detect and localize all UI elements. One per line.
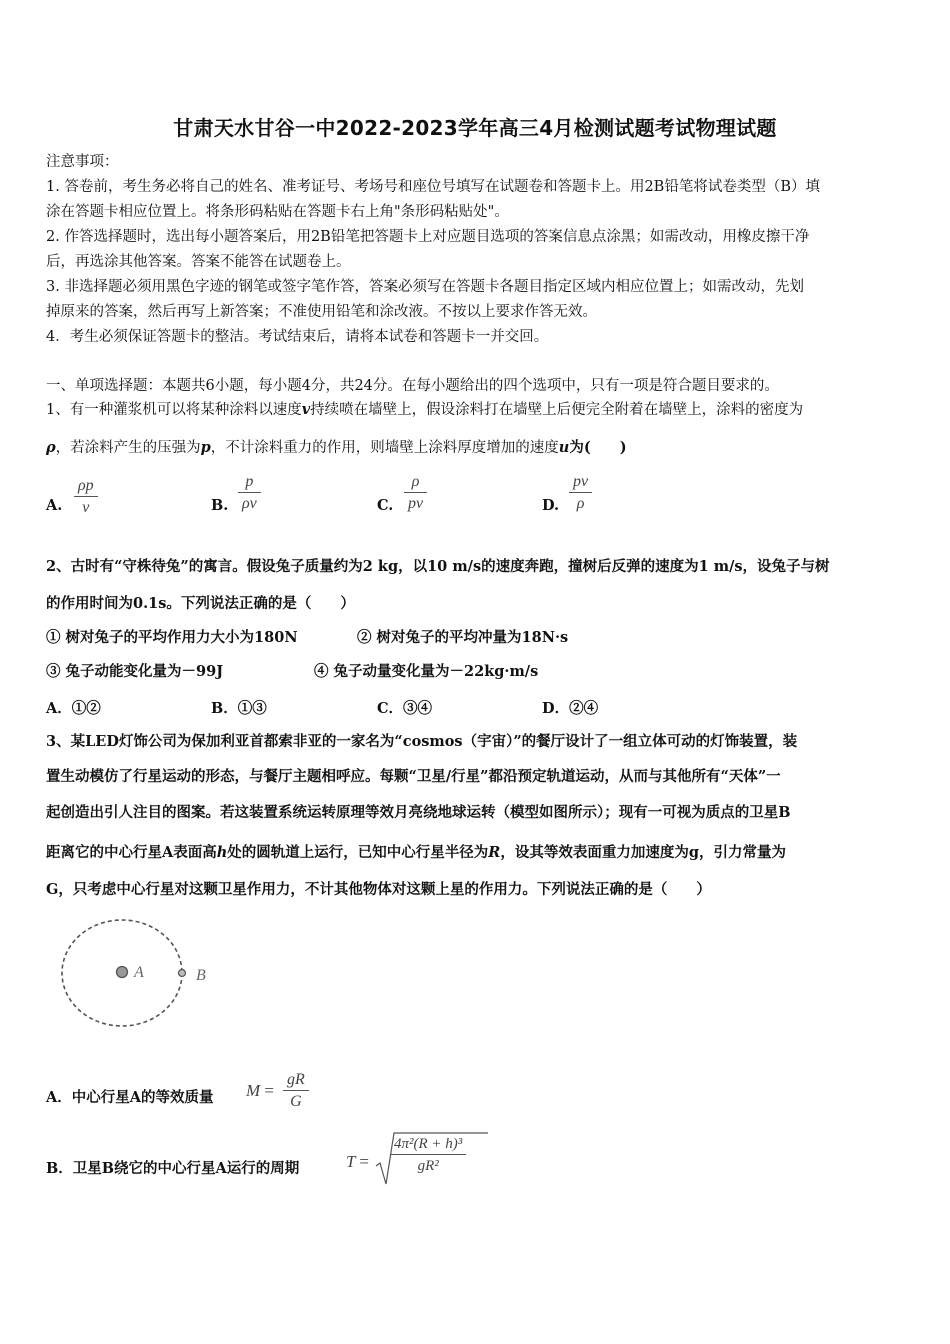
fraction-denominator: G — [290, 1093, 302, 1110]
math-symbol: M — [246, 1081, 261, 1100]
option-label: B． — [211, 700, 238, 717]
q1-option-d-fraction — [569, 472, 592, 515]
option-label: A． — [46, 700, 72, 717]
q1-option-c-label: C. — [377, 497, 394, 514]
q2-option-b — [211, 697, 267, 718]
q3-option-a — [46, 1086, 214, 1107]
notice-line: 涂在答题卡相应位置上。将条形码粘贴在答题卡右上角"条形码粘贴处"。 — [46, 204, 509, 220]
notice-line: 2. 作答选择题时，选出每小题答案后，用2B铅笔把答题卡上对应题目选项的答案信息点涂黑；如需改动，用橡皮擦干净 — [46, 229, 810, 245]
option-text: ②④ — [569, 700, 599, 717]
option-text: 卫星B绕它的中心行星A运行的周期 — [72, 1160, 300, 1177]
q2-option-d — [542, 697, 598, 718]
option-text: 中心行星A的等效质量 — [71, 1089, 214, 1106]
fraction-denominator: pv — [408, 495, 424, 512]
q1-option-a-fraction — [74, 476, 98, 519]
q1-text: 为( ) — [569, 439, 627, 456]
q3-stem-line: G，只考虑中心行星对这颗卫星作用力，不计其他物体对这颗上星的作用力。下列说法正确的是（ ） — [46, 881, 711, 898]
planet-a — [117, 967, 128, 978]
q2-statement-4: ④ 兔子动量变化量为－22kg·m/s — [314, 663, 539, 680]
fraction-numerator: p — [245, 473, 254, 490]
q3-option-b-fraction — [390, 1134, 466, 1177]
option-text: ①② — [71, 700, 101, 717]
fraction-denominator: v — [82, 499, 90, 516]
label-a: A — [134, 964, 144, 981]
notice-line: 4．考生必须保证答题卡的整洁。考试结束后，请将本试卷和答题卡一并交回。 — [46, 329, 549, 345]
page-title: 甘肃天水甘谷一中2022-2023学年高三4月检测试题考试物理试题 — [173, 116, 777, 140]
notice-line: 后，再选涂其他答案。答案不能答在试题卷上。 — [46, 254, 351, 270]
math-symbol: = — [359, 1152, 369, 1171]
q3-option-a-fraction — [283, 1070, 309, 1113]
q1-stem-line2 — [46, 438, 908, 458]
option-text: ③④ — [403, 700, 433, 717]
label-b: B — [196, 967, 206, 984]
fraction-numerator: ρp — [78, 477, 94, 494]
q2-statement-2: ② 树对兔子的平均冲量为18N·s — [357, 629, 569, 646]
q2-option-c — [377, 697, 432, 718]
var-u: u — [558, 439, 570, 456]
q3-text: 处的圆轨道上运行，已知中心行星半径为 — [227, 844, 489, 861]
fraction-denominator: gR² — [417, 1158, 439, 1174]
var-rho: ρ — [46, 439, 56, 456]
notice-line: 3. 非选择题必须用黑色字迹的钢笔或签字笔作答，答案必须写在答题卡各题目指定区域内相应位置上；如需改动，先划 — [46, 279, 804, 295]
q3-text: ，设其等效表面重力加速度为g，引力常量为 — [500, 844, 786, 861]
math-symbol: = — [264, 1081, 275, 1100]
section-heading: 一、单项选择题：本题共6小题，每小题4分，共24分。在每小题给出的四个选项中，只有一项是符合题目要求的。 — [46, 378, 779, 394]
option-label: B． — [46, 1160, 73, 1177]
var-v: v — [301, 401, 311, 418]
q3-stem-line: 起创造出引人注目的图案。若这装置系统运转原理等效月亮绕地球运转（模型如图所示）；现有一可视为质点的卫星B — [46, 804, 791, 821]
q1-text: 持续喷在墙壁上，假设涂料打在墙壁上后便完全附着在墙壁上，涂料的密度为 — [310, 402, 804, 418]
q2-stem-line2: 的作用时间为0.1s。下列说法正确的是（ ） — [46, 595, 355, 612]
option-label: C． — [377, 700, 404, 717]
q2-option-a — [46, 697, 101, 718]
q1-option-b-label: B. — [211, 497, 229, 514]
fraction-numerator: 4π²(R + h)³ — [394, 1136, 463, 1152]
q3-stem-line — [46, 843, 908, 863]
option-label: D． — [542, 700, 570, 717]
q1-option-a-label: A. — [46, 497, 63, 514]
fraction-denominator: ρv — [242, 495, 257, 512]
notice-line: 1. 答卷前，考生务必将自己的姓名、准考证号、考场号和座位号填写在试题卷和答题卡上。用2B铅笔将试卷类型（B）填 — [46, 179, 820, 195]
fraction-numerator: gR — [287, 1071, 305, 1088]
q1-option-b-fraction — [238, 472, 261, 515]
q2-statement-1: ① 树对兔子的平均作用力大小为180N — [46, 629, 298, 646]
q3-stem-line: 置生动模仿了行星运动的形态，与餐厅主题相呼应。每颗“卫星/行星”都沿预定轨道运动，从而与其他所有“天体”一 — [46, 768, 781, 785]
option-text: ①③ — [237, 700, 267, 717]
math-symbol: T — [346, 1152, 356, 1171]
fraction-numerator: pv — [573, 473, 589, 490]
var-R: R — [488, 844, 501, 861]
q1-option-d-label: D. — [542, 497, 560, 514]
q3-option-a-lhs — [246, 1081, 274, 1101]
q3-text: 距离它的中心行星A表面高 — [46, 844, 217, 861]
fraction-numerator: ρ — [411, 473, 420, 490]
q2-statement-3: ③ 兔子动能变化量为－99J — [46, 663, 224, 680]
option-label: A． — [46, 1089, 72, 1106]
var-h: h — [216, 844, 228, 861]
q1-text: 1、有一种灌浆机可以将某种涂料以速度 — [46, 402, 302, 418]
q2-stem-line1: 2、古时有“守株待兔”的寓言。假设兔子质量约为2 kg，以10 m/s的速度奔跑，撞树后反弹的速度为1 m/s，设兔子与树 — [46, 558, 830, 575]
q3-stem-line: 3、某LED灯饰公司为保加利亚首都索非亚的一家名为“cosmos（宇宙）”的餐厅设计了一组立体可动的灯饰装置，装 — [46, 733, 798, 750]
satellite-b — [179, 970, 186, 977]
q3-option-b — [46, 1157, 299, 1178]
q1-text: ，若涂料产生的压强为 — [55, 440, 201, 456]
q1-option-c-fraction — [404, 472, 427, 515]
q1-text: ，不计涂料重力的作用，则墙壁上涂料厚度增加的速度 — [210, 440, 559, 456]
fraction-denominator: ρ — [576, 495, 585, 512]
orbit-diagram — [56, 918, 226, 1034]
q1-stem-line1 — [46, 400, 908, 420]
var-p: p — [200, 439, 211, 456]
notice-line: 掉原来的答案，然后再写上新答案；不准使用铅笔和涂改液。不按以上要求作答无效。 — [46, 304, 597, 320]
notice-heading: 注意事项： — [46, 154, 119, 170]
q3-option-b-lhs — [346, 1152, 369, 1172]
